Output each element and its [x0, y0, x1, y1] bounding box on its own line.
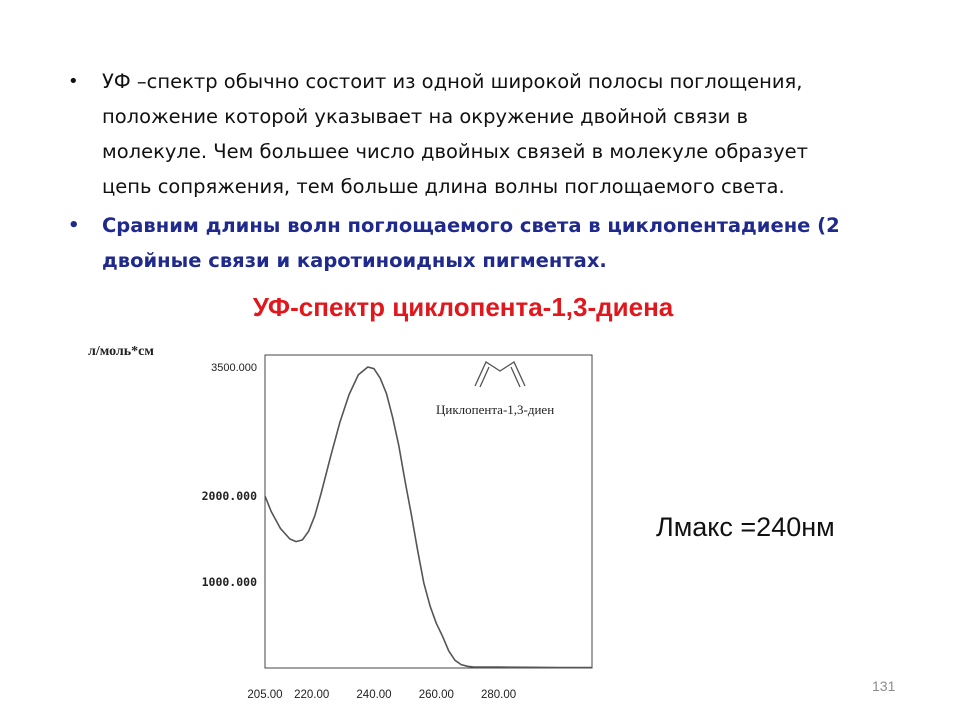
x-tick-label: 220.00 — [294, 689, 330, 701]
bullet-line: двойные связи и каротиноидных пигментах. — [102, 249, 607, 272]
molecule-annotation: Циклопента-1,3-диен — [436, 402, 555, 417]
bullet-line: цепь сопряжения, тем больше длина волны поглощаемого света. — [102, 175, 785, 198]
slide-title: УФ-спектр циклопента-1,3-диена — [252, 292, 674, 322]
bullet-marker: • — [68, 215, 80, 236]
x-tick-label: 280.00 — [480, 689, 517, 701]
bullet-marker: • — [68, 71, 79, 92]
x-tick-label: 260.00 — [418, 689, 454, 701]
y-tick-label: 2000.000 — [201, 489, 257, 503]
x-tick-label: 240.00 — [356, 689, 392, 701]
bullet-line: УФ –спектр обычно состоит из одной широкой полосы поглощения, — [102, 70, 803, 93]
page-number: 131 — [872, 678, 896, 694]
y-tick-label: 3500.000 — [211, 362, 257, 374]
bullet-line: Сравним длины волн поглощаемого света в циклопентадиене (2 — [102, 214, 840, 237]
bullet-line: молекуле. Чем большее число двойных связей в молекуле образует — [102, 140, 808, 163]
bullet-line: положение которой указывает на окружение двойной связи в — [102, 105, 748, 128]
y-axis-unit-label: л/моль*см — [88, 344, 154, 359]
lambda-max-label: Лмакс =240нм — [656, 512, 835, 542]
y-tick-label: 1000.000 — [201, 575, 257, 589]
cyclopentadiene-structure-icon — [475, 362, 525, 387]
x-tick-label: 205.00 — [247, 689, 283, 701]
